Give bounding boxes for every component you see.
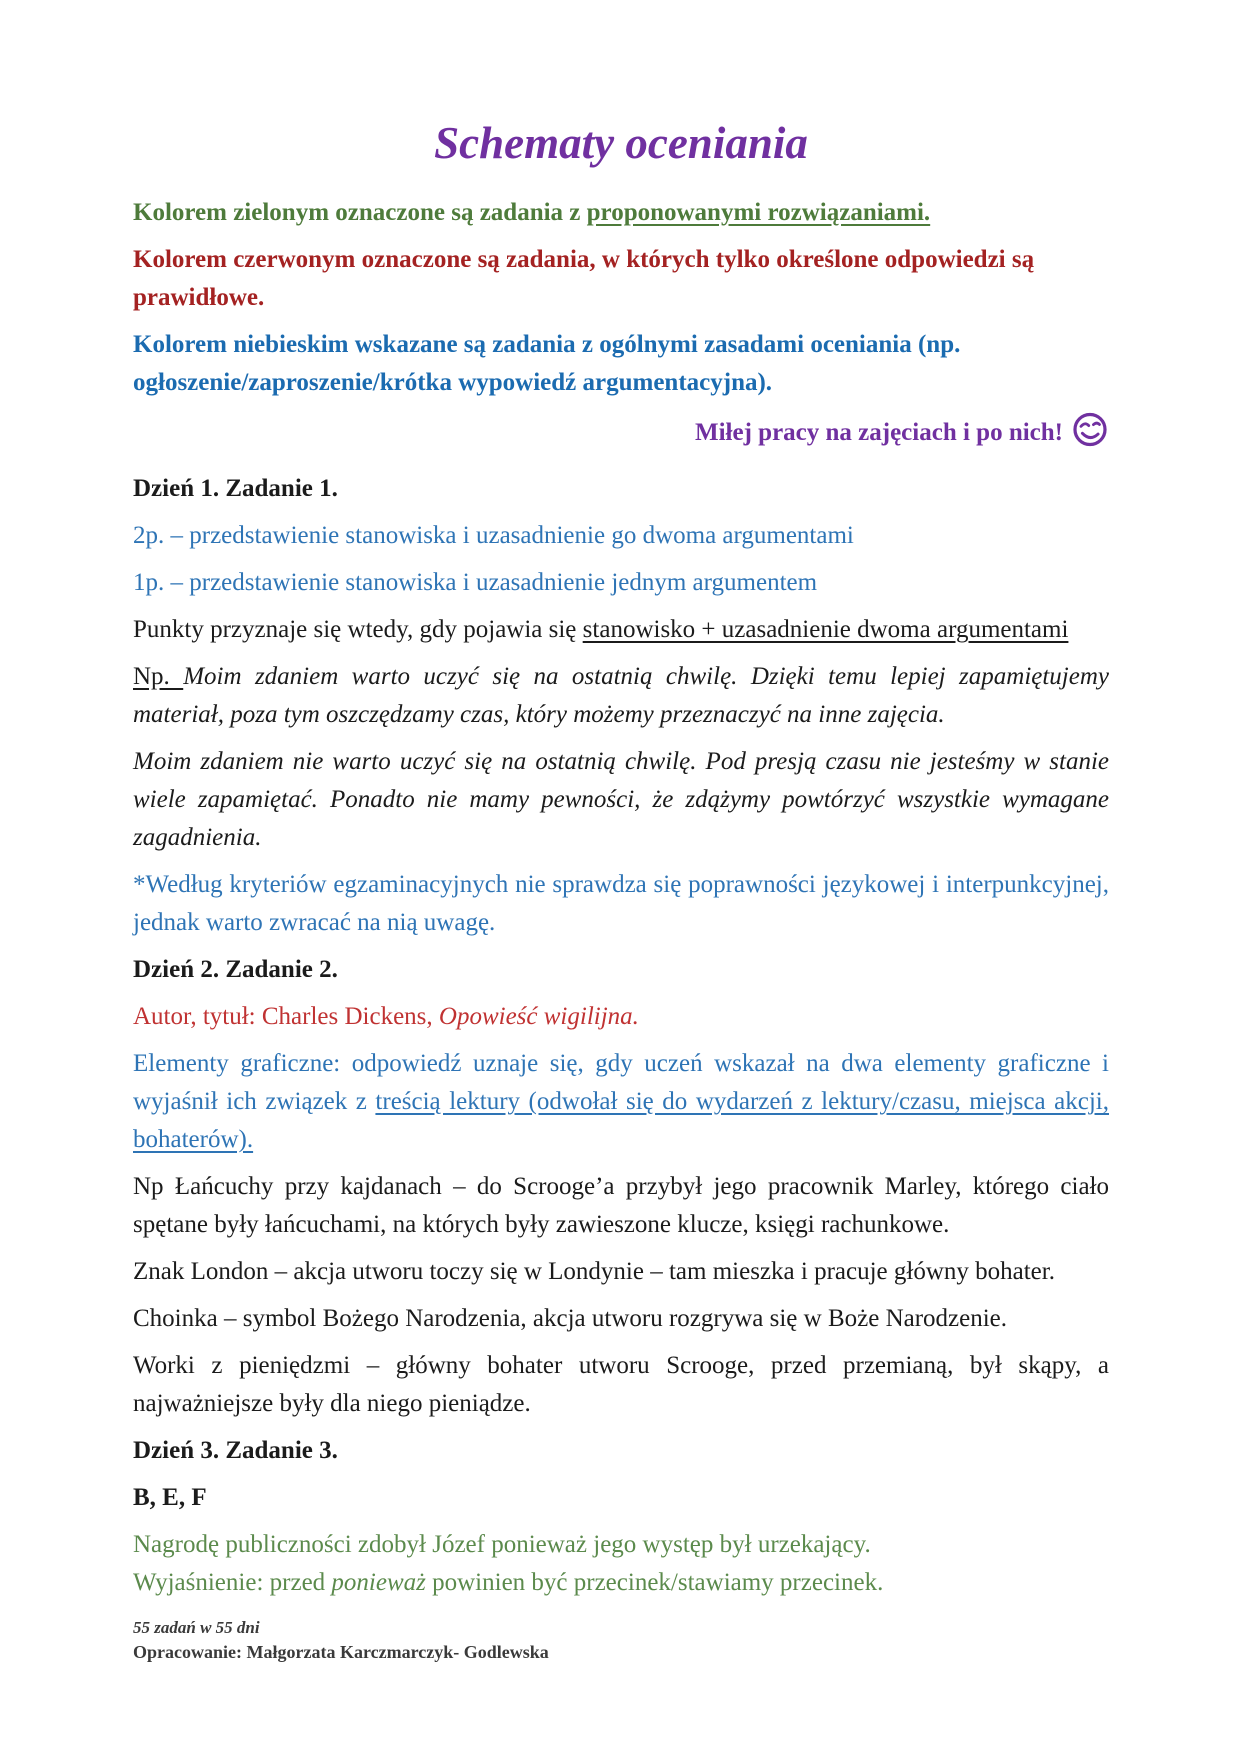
legend-blue-run-0: Kolorem niebieskim wskazane są zadania z ogólnymi zasadami oceniania (np. ogłoszenie/zaproszenie/krótka wypowiedź argumentacyjna). — [133, 331, 961, 396]
day1-points-rule-run-1: stanowisko + uzasadnienie dwoma argumentami — [582, 616, 1069, 643]
greeting-line-run-0: Miłej pracy na zajęciach i po nich! — [695, 419, 1063, 446]
day2-moneybags-example-run-0: Worki z pieniędzmi – główny bohater utworu Scrooge, przed przemianą, był skąpy, a najważniejsze były dla niego pieniądze. — [133, 1352, 1109, 1417]
day1-heading — [133, 470, 1109, 508]
day2-chains-example-run-0: Np Łańcuchy przy kajdanach – do Scrooge’a przybył jego pracownik Marley, którego ciało spętane były łańcuchami, na których były zawieszone klucze, księgi rachunkowe. — [133, 1173, 1109, 1238]
day3-heading-run-0: Dzień 3. Zadanie 3. — [133, 1437, 338, 1464]
day3-solution — [133, 1526, 1109, 1564]
page-footer — [133, 1616, 1109, 1665]
day3-explanation-run-1: ponieważ — [331, 1569, 426, 1596]
day2-heading-run-0: Dzień 2. Zadanie 2. — [133, 956, 338, 983]
day2-heading — [133, 951, 1109, 989]
day1-1p-rule-run-0: 1p. – przedstawienie stanowiska i uzasadnienie jednym argumentem — [133, 569, 818, 596]
legend-blue — [133, 326, 1109, 402]
day2-graphic-elements-rule — [133, 1045, 1109, 1159]
day3-answer-run-0: B, E, F — [133, 1484, 207, 1511]
day2-london-example — [133, 1253, 1109, 1291]
day1-criteria-note — [133, 866, 1109, 942]
day3-solution-run-0: Nagrodę publiczności zdobył Józef ponieważ jego występ był urzekający. — [133, 1531, 871, 1558]
day1-2p-rule — [133, 517, 1109, 555]
day2-graphic-elements-rule-run-0: Elementy graficzne: odpowiedź uznaje się, gdy uczeń wskazał na dwa elementy graficzne i wyjaśnił ich związek z — [133, 1050, 1109, 1115]
day1-points-rule-run-0: Punkty przyznaje się wtedy, gdy pojawia się — [133, 616, 583, 643]
legend-green-run-0: Kolorem zielonym oznaczone są zadania z — [133, 199, 587, 226]
day2-graphic-elements-rule-run-1: treścią lektury (odwołał się do wydarzeń z lektury/czasu, miejsca akcji, bohaterów). — [133, 1088, 1109, 1153]
legend-red — [133, 241, 1109, 317]
day1-1p-rule — [133, 564, 1109, 602]
legend-green — [133, 194, 1109, 232]
day3-heading — [133, 1432, 1109, 1470]
document-content — [133, 194, 1109, 1602]
day3-answer — [133, 1479, 1109, 1517]
day1-example-positive — [133, 658, 1109, 734]
greeting-line — [133, 411, 1109, 461]
day1-points-rule — [133, 611, 1109, 649]
footer-author-credit: Opracowanie: Małgorzata Karczmarczyk- Godlewska — [133, 1642, 549, 1662]
day1-example-negative — [133, 743, 1109, 857]
day1-heading-run-0: Dzień 1. Zadanie 1. — [133, 475, 338, 502]
footer-series-title: 55 zadań w 55 dni — [133, 1618, 260, 1637]
day2-chains-example — [133, 1168, 1109, 1244]
day3-explanation — [133, 1564, 1109, 1602]
winking-smiley-icon — [1071, 411, 1109, 461]
day1-example-positive-run-0: Np. — [133, 663, 184, 690]
legend-green-run-1: proponowanymi rozwiązaniami. — [586, 199, 931, 226]
day2-author-title — [133, 998, 1109, 1036]
day2-author-title-run-1: Opowieść wigilijna. — [438, 1003, 639, 1030]
page-title: Schematy oceniania — [434, 118, 808, 168]
day1-criteria-note-run-0: *Według kryteriów egzaminacyjnych nie sprawdza się poprawności językowej i interpunkcyjnej, jednak warto zwracać na nią uwagę. — [133, 871, 1109, 936]
day3-explanation-run-2: powinien być przecinek/stawiamy przecinek. — [425, 1569, 884, 1596]
day2-tree-example — [133, 1300, 1109, 1338]
day2-tree-example-run-0: Choinka – symbol Bożego Narodzenia, akcja utworu rozgrywa się w Boże Narodzenie. — [133, 1305, 1008, 1332]
day1-example-negative-run-0: Moim zdaniem nie warto uczyć się na ostatnią chwilę. Pod presją czasu nie jesteśmy w stanie wiele zapamiętać. Ponadto nie mamy pewności, że zdążymy powtórzyć wszystkie wymagane zagadnienia. — [133, 748, 1109, 851]
day2-moneybags-example — [133, 1347, 1109, 1423]
day1-example-positive-run-1: Moim zdaniem warto uczyć się na ostatnią chwilę. Dzięki temu lepiej zapamiętujemy materiał, poza tym oszczędzamy czas, który możemy przeznaczyć na inne zajęcia. — [133, 663, 1109, 728]
day2-london-example-run-0: Znak London – akcja utworu toczy się w Londynie – tam mieszka i pracuje główny bohater. — [133, 1258, 1055, 1285]
day2-author-title-run-0: Autor, tytuł: Charles Dickens, — [133, 1003, 439, 1030]
legend-red-run-0: Kolorem czerwonym oznaczone są zadania, w których tylko określone odpowiedzi są prawidłowe. — [133, 246, 1035, 311]
day3-explanation-run-0: Wyjaśnienie: przed — [133, 1569, 332, 1596]
day1-2p-rule-run-0: 2p. – przedstawienie stanowiska i uzasadnienie go dwoma argumentami — [133, 522, 854, 549]
